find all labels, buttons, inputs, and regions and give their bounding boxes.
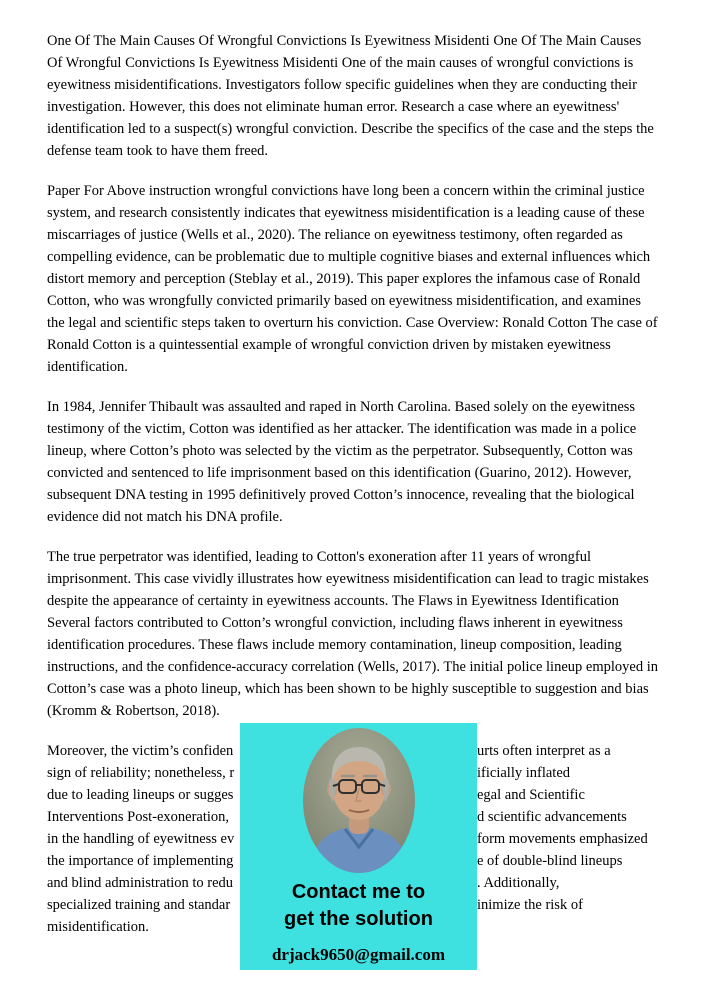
text-fragment-right: ificially inflated [477, 765, 571, 781]
contact-heading [284, 879, 433, 933]
text-fragment-right: e of double-blind lineups [477, 853, 623, 869]
text-fragment-right: egal and Scientific [477, 787, 585, 803]
text-fragment-right: d scientific advancements [477, 809, 627, 825]
text-fragment-right: form movements emphasized [477, 831, 648, 847]
paragraph-2: Paper For Above instruction wrongful convictions have long been a concern within the criminal justice system, and research consistently indicates that eyewitness misidentification is a leading cause of these miscarriages of justice (Wells et al., 2020). The reliance on eyewitness testimony, often regarded as compelling evidence, can be problematic due to multiple cognitive biases and external influences which distort memory and perception (Steblay et al., 2019). This paper explores the infamous case of Ronald Cotton, who was wrongfully convicted primarily based on eyewitness misidentification, and examines the legal and scientific steps taken to overturn his conviction. Case Overview: Ronald Cotton The case of Ronald Cotton is a quintessential example of wrongful conviction driven by mistaken eyewitness identification. [47, 183, 658, 375]
text-fragment-left: Moreover, the victim’s confiden [47, 743, 234, 759]
text-fragment-left: and blind administration to redu [47, 875, 234, 891]
text-fragment-left: sign of reliability; nonetheless, r [47, 765, 235, 781]
text-fragment-left: specialized training and standar [47, 897, 231, 913]
text-fragment-left: in the handling of eyewitness ev [47, 831, 235, 847]
portrait-photo [303, 728, 415, 873]
contact-heading-line1: Contact me to [291, 881, 426, 903]
paragraph-3: In 1984, Jennifer Thibault was assaulted and raped in North Carolina. Based solely on the eyewitness testimony of the victim, Cotton was identified as her attacker. The identification was made in a police lineup, where Cotton’s photo was selected by the victim as the perpetrator. Subsequently, Cotton was convicted and sentenced to life imprisonment based on this identification (Guarino, 2012). However, subsequent DNA testing in 1995 definitively proved Cotton’s innocence, revealing that the biological evidence did not match his DNA profile. [47, 399, 637, 525]
text-fragment-left: misidentification. [47, 919, 149, 935]
paragraph-4: The true perpetrator was identified, leading to Cotton's exoneration after 11 years of wrongful imprisonment. This case vividly illustrates how eyewitness misidentification can lead to tragic mistakes despite the appearance of certainty in eyewitness accounts. The Flaws in Eyewitness Identification Several factors contributed to Cotton’s wrongful conviction, including flaws inherent in eyewitness identification procedures. These flaws include memory contamination, lineup composition, leading instructions, and the confidence-accuracy correlation (Wells, 2017). The initial police lineup employed in Cotton’s case was a photo lineup, which has been shown to be highly susceptible to suggestion and bias (Kromm & Robertson, 2018). [47, 549, 658, 719]
text-fragment-right: inimize the risk of [477, 897, 583, 913]
paragraph-1: One Of The Main Causes Of Wrongful Convictions Is Eyewitness Misidenti One Of The Main Causes Of Wrongful Convictions Is Eyewitness Misidenti One of the main causes of wrongful convictions is eyewitness misidentifications. Investigators follow specific guidelines when they are conducting their investigation. However, this does not eliminate human error. Research a case where an eyewitness' identification led to a suspect(s) wrongful conviction. Describe the specifics of the case and the steps the defense team took to have them freed. [47, 33, 654, 159]
contact-heading-line2: get the solution [284, 908, 433, 930]
text-fragment-right: urts often interpret as a [477, 743, 611, 759]
contact-overlay [240, 723, 477, 970]
text-fragment-right: . Additionally, [477, 875, 560, 891]
text-fragment-left: the importance of implementing [47, 853, 234, 869]
text-fragment-left: Interventions Post-exoneration, [47, 809, 230, 825]
contact-email: drjack9650@gmail.com [271, 945, 446, 964]
text-fragment-left: due to leading lineups or sugges [47, 787, 234, 803]
